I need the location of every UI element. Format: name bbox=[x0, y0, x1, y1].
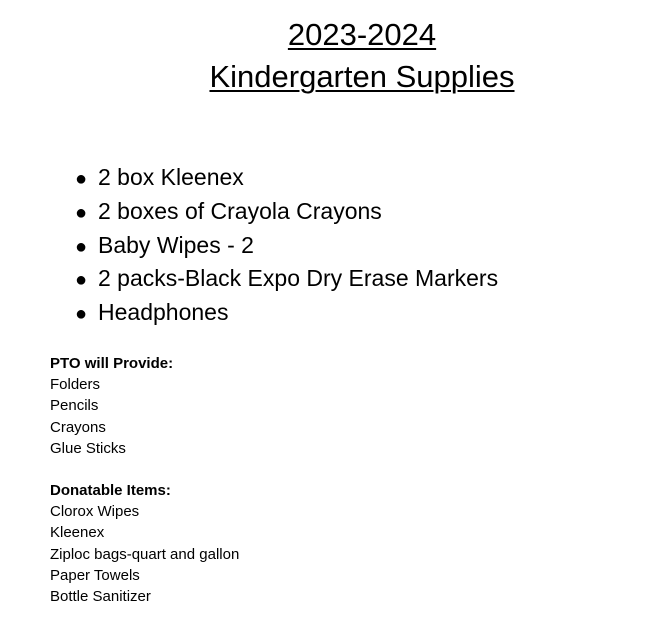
donatable-list-item: Kleenex bbox=[50, 524, 105, 542]
donatable-list-item: Paper Towels bbox=[50, 566, 140, 584]
bullet-icon: ● bbox=[75, 303, 88, 326]
supply-item-label: 2 boxes of Crayola Crayons bbox=[98, 197, 382, 224]
pto-list-item: Folders bbox=[50, 376, 101, 394]
donatable-list-item: Bottle Sanitizer bbox=[50, 588, 151, 606]
document-title bbox=[0, 14, 671, 98]
pto-list-item: Pencils bbox=[50, 397, 99, 415]
donatable-items-heading: Donatable Items: bbox=[50, 482, 171, 499]
bullet-icon: ● bbox=[75, 235, 88, 258]
supply-list-item bbox=[75, 297, 498, 331]
supply-list-item bbox=[75, 162, 498, 196]
bullet-icon: ● bbox=[75, 269, 88, 292]
supply-item-label: Baby Wipes - 2 bbox=[98, 231, 254, 258]
supply-item-label: 2 box Kleenex bbox=[98, 164, 244, 190]
pto-provide-section bbox=[50, 353, 173, 459]
supply-list-item bbox=[75, 196, 498, 230]
supplies-title: Kindergarten Supplies bbox=[209, 59, 515, 94]
supply-item-label: Headphones bbox=[98, 299, 229, 326]
pto-list-item: Crayons bbox=[50, 418, 106, 436]
school-year-title: 2023-2024 bbox=[287, 17, 437, 52]
donatable-list-item: Clorox Wipes bbox=[50, 503, 140, 521]
supply-list bbox=[75, 162, 498, 331]
bullet-icon: ● bbox=[75, 201, 88, 224]
pto-provide-heading: PTO will Provide: bbox=[50, 355, 174, 372]
supply-list-item bbox=[75, 230, 498, 264]
supply-item-label: 2 packs-Black Expo Dry Erase Markers bbox=[98, 265, 499, 292]
donatable-items-section bbox=[50, 480, 239, 607]
bullet-icon: ● bbox=[75, 168, 88, 190]
pto-list-item: Glue Sticks bbox=[50, 439, 126, 457]
donatable-list-item: Ziploc bags-quart and gallon bbox=[50, 545, 240, 563]
supply-list-item bbox=[75, 263, 498, 297]
